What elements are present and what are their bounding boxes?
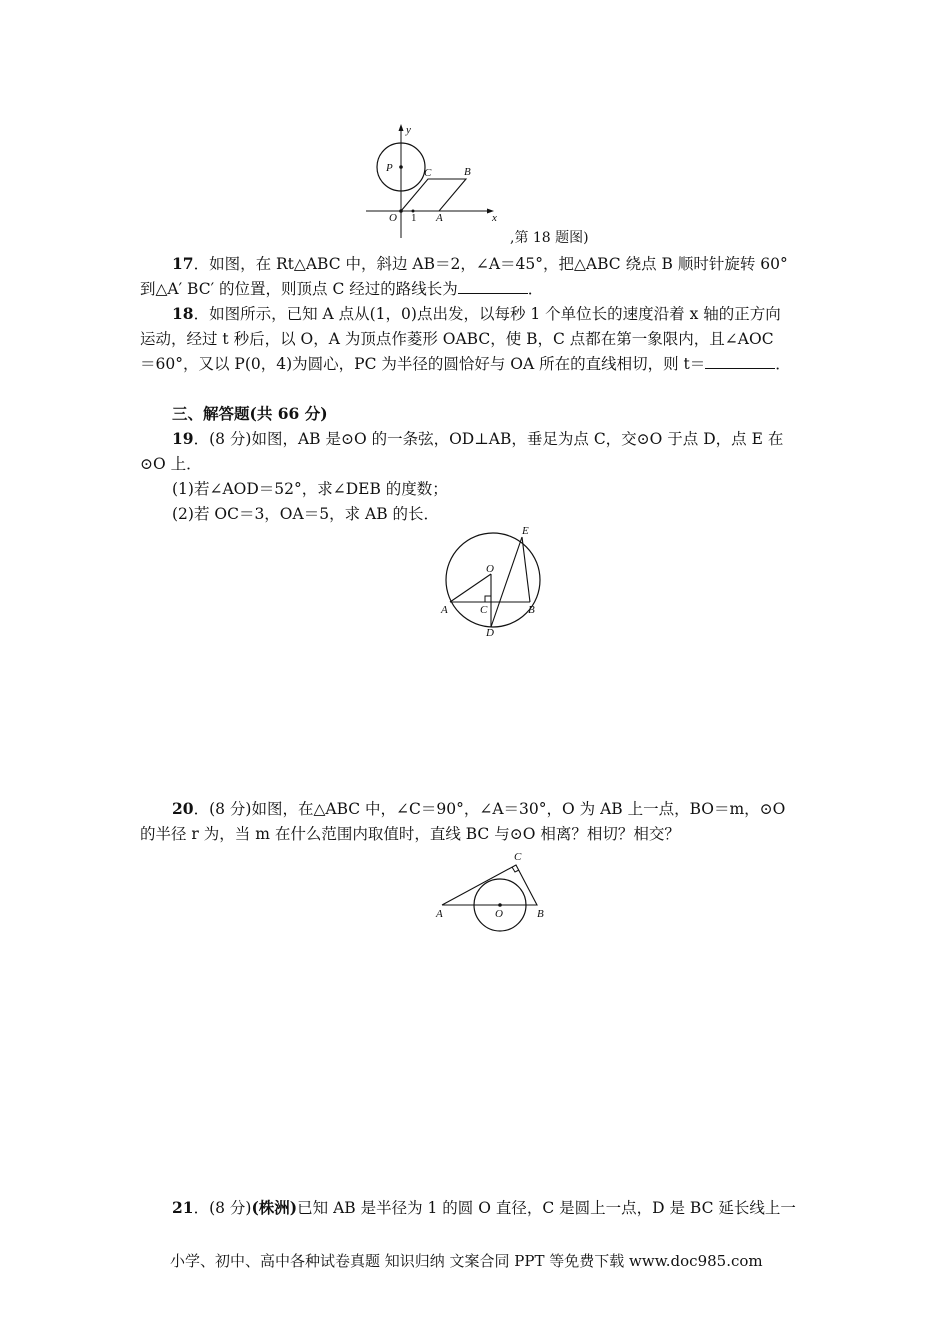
label-o: O: [495, 908, 503, 920]
q19-sub1: (1)若∠AOD＝52°，求∠DEB 的度数；: [172, 480, 448, 498]
label-p: P: [386, 162, 393, 174]
circle-o: [446, 533, 540, 627]
q17-answer-blank[interactable]: [458, 279, 528, 294]
q21-line1: [172, 1196, 796, 1218]
label-a: A: [436, 212, 443, 224]
point-o: [498, 903, 502, 907]
point-o: [399, 209, 403, 213]
q17-number: 17: [172, 254, 194, 273]
label-a: A: [436, 908, 443, 920]
q17-text-2-end: ．: [527, 280, 544, 298]
label-x: x: [492, 212, 497, 224]
q21-text-a: ．(8 分): [193, 1199, 252, 1217]
label-one: 1: [411, 212, 417, 224]
q18-line1: [172, 302, 781, 324]
figure-20-diagram: [430, 845, 555, 935]
point-p: [399, 165, 403, 169]
q18-answer-blank[interactable]: [705, 354, 775, 369]
q21-text-c: 已知 AB 是半径为 1 的圆 O 直径，C 是圆上一点，D 是 BC 延长线上一: [297, 1199, 796, 1217]
q20-line2: 的半径 r 为，当 m 在什么范围内取值时，直线 BC 与⊙O 相离？相切？相交？: [140, 825, 680, 843]
q17-line1: [172, 252, 788, 274]
q20-number: 20: [172, 799, 194, 818]
figure-19-diagram: [435, 522, 555, 640]
q19-line1: [172, 427, 783, 449]
label-c: C: [424, 167, 432, 179]
right-angle-mark: [485, 596, 491, 602]
q18-text-3-end: ．: [775, 355, 791, 373]
q18-line3: [140, 352, 791, 374]
q17-line2: [140, 277, 543, 299]
label-o: O: [389, 212, 397, 224]
triangle-abc: [442, 865, 537, 905]
label-o: O: [486, 563, 494, 575]
label-c: C: [480, 604, 488, 616]
figure-18-diagram: [360, 120, 510, 242]
q19-sub2: (2)若 OC＝3，OA＝5，求 AB 的长．: [172, 505, 440, 523]
q21-source: (株洲): [251, 1198, 298, 1217]
label-d: D: [486, 627, 494, 639]
label-e: E: [522, 525, 529, 537]
label-c: C: [514, 851, 522, 863]
label-y: y: [406, 124, 411, 136]
label-b: B: [528, 604, 535, 616]
q18-text-3: ＝60°，又以 P(0，4)为圆心，PC 为半径的圆恰好与 OA 所在的直线相切，则 t＝: [140, 355, 706, 373]
q17-text-2: 到△A′ BC′ 的位置，则顶点 C 经过的路线长为: [140, 280, 458, 298]
figure-18-caption: ,第 18 题图): [510, 230, 589, 246]
q21-number: 21: [172, 1198, 194, 1217]
q20-line1: [172, 797, 785, 819]
segment-de: [491, 537, 522, 627]
label-b: B: [537, 908, 544, 920]
q19-number: 19: [172, 429, 194, 448]
q17-text-1: ．如图，在 Rt△ABC 中，斜边 AB＝2，∠A＝45°，把△ABC 绕点 B 顺时针旋转 60°: [193, 255, 788, 273]
section-3-title: 三、解答题(共 66 分): [172, 404, 328, 423]
page-footer: 小学、初中、高中各种试卷真题 知识归纳 文案合同 PPT 等免费下载 www.doc985.com: [170, 1252, 763, 1270]
q18-number: 18: [172, 304, 194, 323]
y-axis-arrow: [399, 124, 404, 131]
label-b: B: [464, 166, 471, 178]
q18-line2: 运动，经过 t 秒后，以 O，A 为顶点作菱形 OABC，使 B，C 点都在第一象限内，且∠AOC: [140, 330, 774, 348]
label-a: A: [441, 604, 448, 616]
q20-text-1: ．(8 分)如图，在△ABC 中，∠C＝90°，∠A＝30°，O 为 AB 上一点，BO＝m，⊙O: [193, 800, 786, 818]
q19-text-1: ．(8 分)如图，AB 是⊙O 的一条弦，OD⊥AB，垂足为点 C，交⊙O 于点 D，点 E 在: [193, 430, 784, 448]
q19-line2: ⊙O 上．: [140, 455, 202, 473]
q18-text-1: ．如图所示，已知 A 点从(1，0)点出发，以每秒 1 个单位长的速度沿着 x 轴的正方向: [193, 305, 781, 323]
rhombus-oabc: [401, 179, 466, 211]
